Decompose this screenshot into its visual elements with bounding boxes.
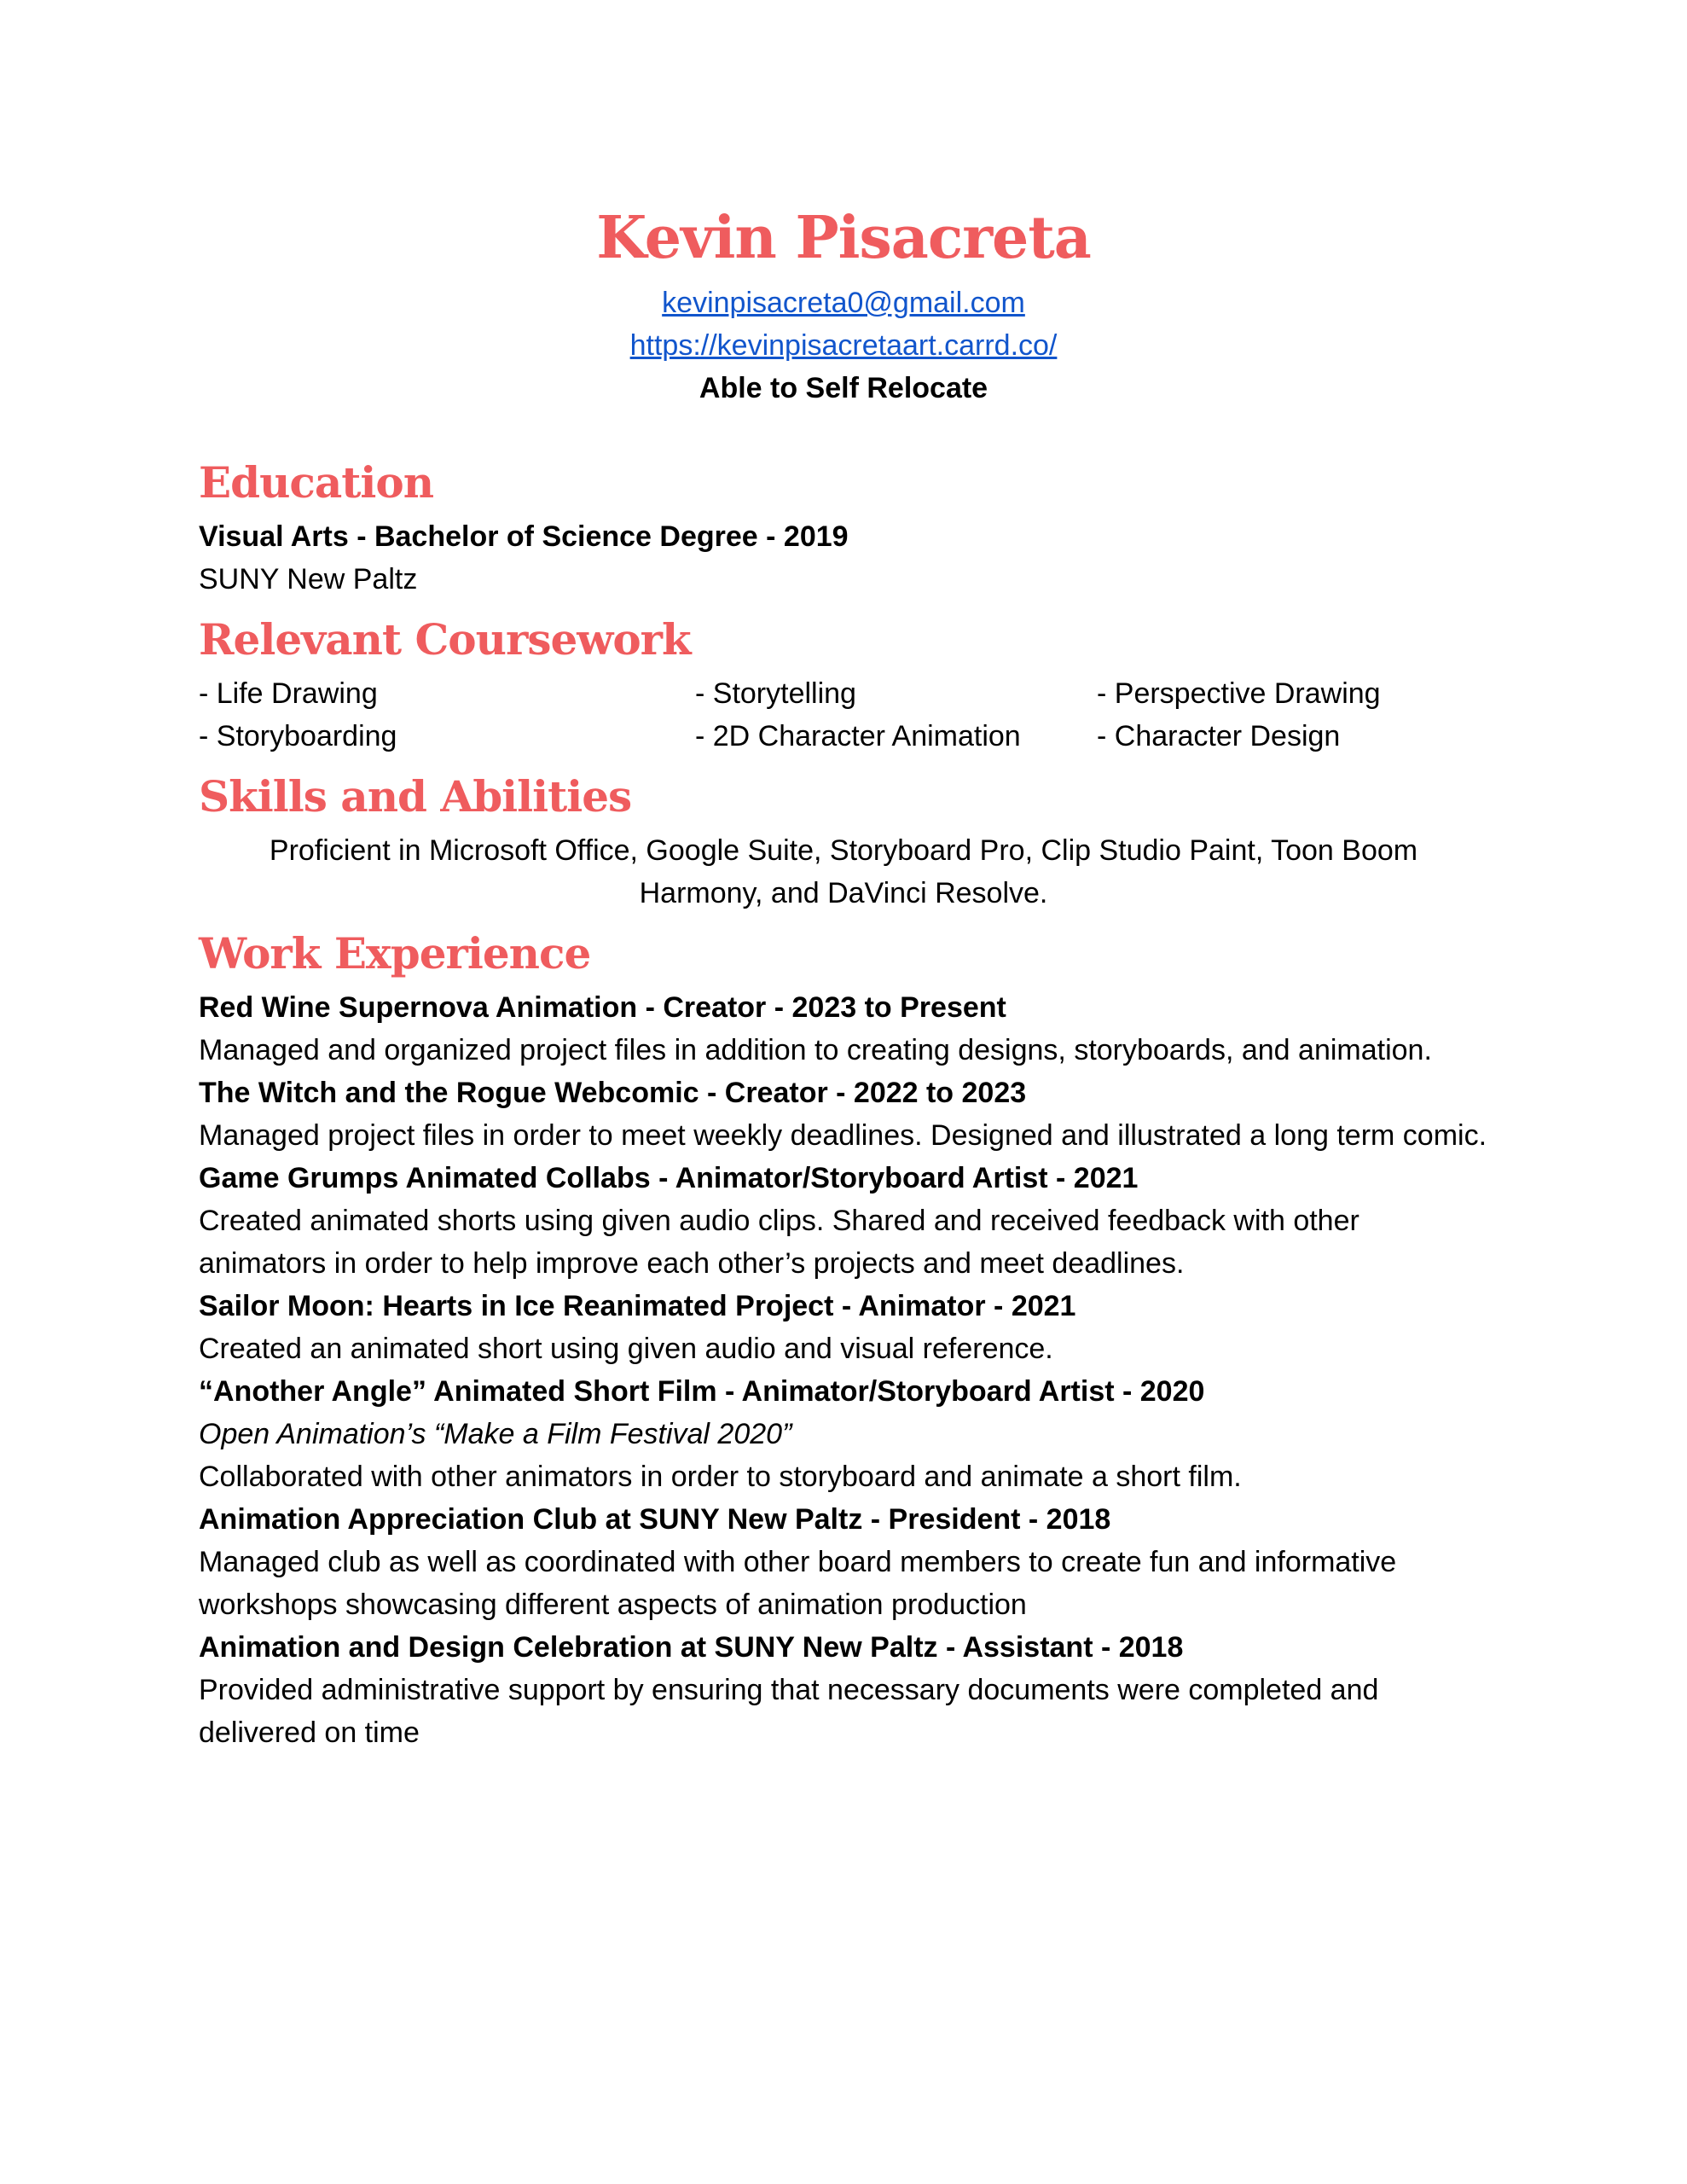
course-item: - Perspective Drawing xyxy=(1097,677,1381,710)
work-experience-heading: Work Experience xyxy=(199,928,591,979)
education-degree: Visual Arts - Bachelor of Science Degree - 2019 xyxy=(199,520,849,553)
job-title: Sailor Moon: Hearts in Ice Reanimated Project - Animator - 2021 xyxy=(199,1290,1076,1322)
job-title: “Another Angle” Animated Short Film - Animator/Storyboard Artist - 2020 xyxy=(199,1375,1205,1408)
education-school: SUNY New Paltz xyxy=(199,563,418,595)
job-description: Managed project files in order to meet weekly deadlines. Designed and illustrated a long term comic. xyxy=(199,1119,1487,1152)
work-entry xyxy=(199,1072,1488,1157)
job-title: Red Wine Supernova Animation - Creator - 2023 to Present xyxy=(199,991,1006,1024)
portfolio-website-link[interactable]: https://kevinpisacretaart.carrd.co/ xyxy=(629,329,1058,362)
job-description: Created an animated short using given audio and visual reference. xyxy=(199,1333,1053,1365)
course-item: - Storyboarding xyxy=(199,720,397,752)
job-description: Provided administrative support by ensuring that necessary documents were completed and delivered on time xyxy=(199,1674,1379,1749)
relocation-note: Able to Self Relocate xyxy=(699,372,988,404)
job-title: Animation and Design Celebration at SUNY New Paltz - Assistant - 2018 xyxy=(199,1631,1184,1664)
work-entry xyxy=(199,1370,1488,1498)
job-description: Created animated shorts using given audio clips. Shared and received feedback with other animators in order to help improve each other’s projects and meet deadlines. xyxy=(199,1205,1359,1280)
work-entry xyxy=(199,1626,1488,1754)
job-description: Managed club as well as coordinated with other board members to create fun and informative workshops showcasing different aspects of animation production xyxy=(199,1546,1397,1621)
job-description: Managed and organized project files in addition to creating designs, storyboards, and animation. xyxy=(199,1034,1432,1066)
education-heading: Education xyxy=(199,457,434,508)
job-title: Animation Appreciation Club at SUNY New Paltz - President - 2018 xyxy=(199,1503,1111,1536)
job-title: Game Grumps Animated Collabs - Animator/Storyboard Artist - 2021 xyxy=(199,1162,1139,1194)
coursework-grid xyxy=(199,672,1488,758)
work-entry xyxy=(199,986,1488,1072)
coursework-heading: Relevant Coursework xyxy=(199,614,691,665)
work-entry xyxy=(199,1157,1488,1285)
person-name: Kevin Pisacreta xyxy=(596,204,1091,272)
course-item: - 2D Character Animation xyxy=(695,720,1021,752)
course-item: - Character Design xyxy=(1097,720,1341,752)
resume-header xyxy=(199,205,1488,410)
work-entry xyxy=(199,1285,1488,1370)
skills-text: Proficient in Microsoft Office, Google Suite, Storyboard Pro, Clip Studio Paint, Toon Boom Harmony, and DaVinci Resolve. xyxy=(269,834,1418,909)
work-entry xyxy=(199,1498,1488,1626)
job-description: Collaborated with other animators in order to storyboard and animate a short film. xyxy=(199,1461,1242,1493)
job-subtitle: Open Animation’s “Make a Film Festival 2020” xyxy=(199,1418,792,1450)
email-link[interactable]: kevinpisacreta0@gmail.com xyxy=(662,287,1025,319)
skills-heading: Skills and Abilities xyxy=(199,771,632,822)
course-item: - Storytelling xyxy=(695,677,856,710)
job-title: The Witch and the Rogue Webcomic - Creator - 2022 to 2023 xyxy=(199,1077,1027,1109)
course-item: - Life Drawing xyxy=(199,677,378,710)
